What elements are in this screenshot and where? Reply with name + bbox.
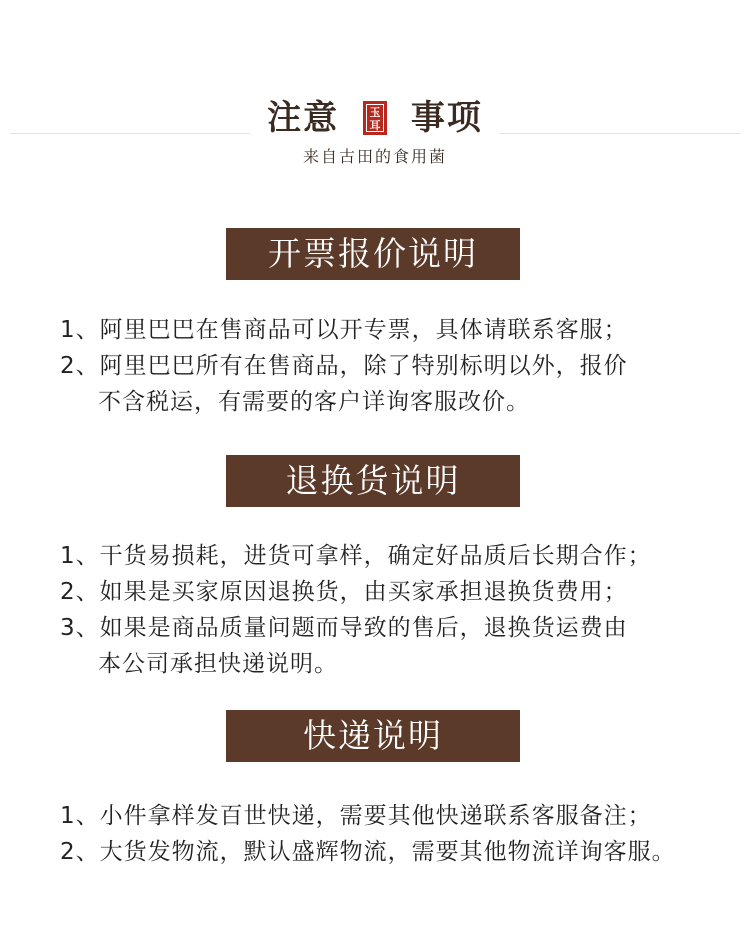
seal-bottom-char: 耳 bbox=[369, 119, 381, 132]
title-left: 注意 bbox=[267, 98, 340, 138]
list-item: 1、小件拿样发百世快递，需要其他快递联系客服备注； bbox=[60, 803, 652, 829]
list-item: 2、阿里巴巴所有在售商品，除了特别标明以外，报价 bbox=[60, 353, 628, 379]
list-item-continuation: 不含税运，有需要的客户详询客服改价。 bbox=[98, 389, 530, 415]
list-item: 2、大货发物流，默认盛辉物流，需要其他物流详询客服。 bbox=[60, 839, 676, 865]
list-item: 1、干货易损耗，进货可拿样，确定好品质后长期合作； bbox=[60, 543, 652, 569]
section-list-shipping bbox=[60, 798, 740, 870]
list-item: 1、阿里巴巴在售商品可以开专票，具体请联系客服； bbox=[60, 317, 628, 343]
section-banner-invoice: 开票报价说明 bbox=[226, 228, 520, 280]
list-item-continuation: 本公司承担快递说明。 bbox=[98, 651, 338, 677]
page-header bbox=[0, 86, 750, 176]
section-list-invoice bbox=[60, 312, 740, 420]
section-banner-returns: 退换货说明 bbox=[226, 455, 520, 507]
list-item: 2、如果是买家原因退换货，由买家承担退换货费用； bbox=[60, 579, 628, 605]
seal-top-char: 玉 bbox=[369, 106, 381, 119]
page-subtitle: 来自古田的食用菌 bbox=[302, 147, 447, 166]
title-right: 事项 bbox=[410, 98, 483, 138]
list-item: 3、如果是商品质量问题而导致的售后，退换货运费由 bbox=[60, 615, 628, 641]
page-title bbox=[0, 94, 750, 140]
section-banner-shipping: 快递说明 bbox=[226, 710, 520, 762]
seal-stamp-icon bbox=[363, 101, 387, 135]
section-list-returns bbox=[60, 538, 740, 682]
